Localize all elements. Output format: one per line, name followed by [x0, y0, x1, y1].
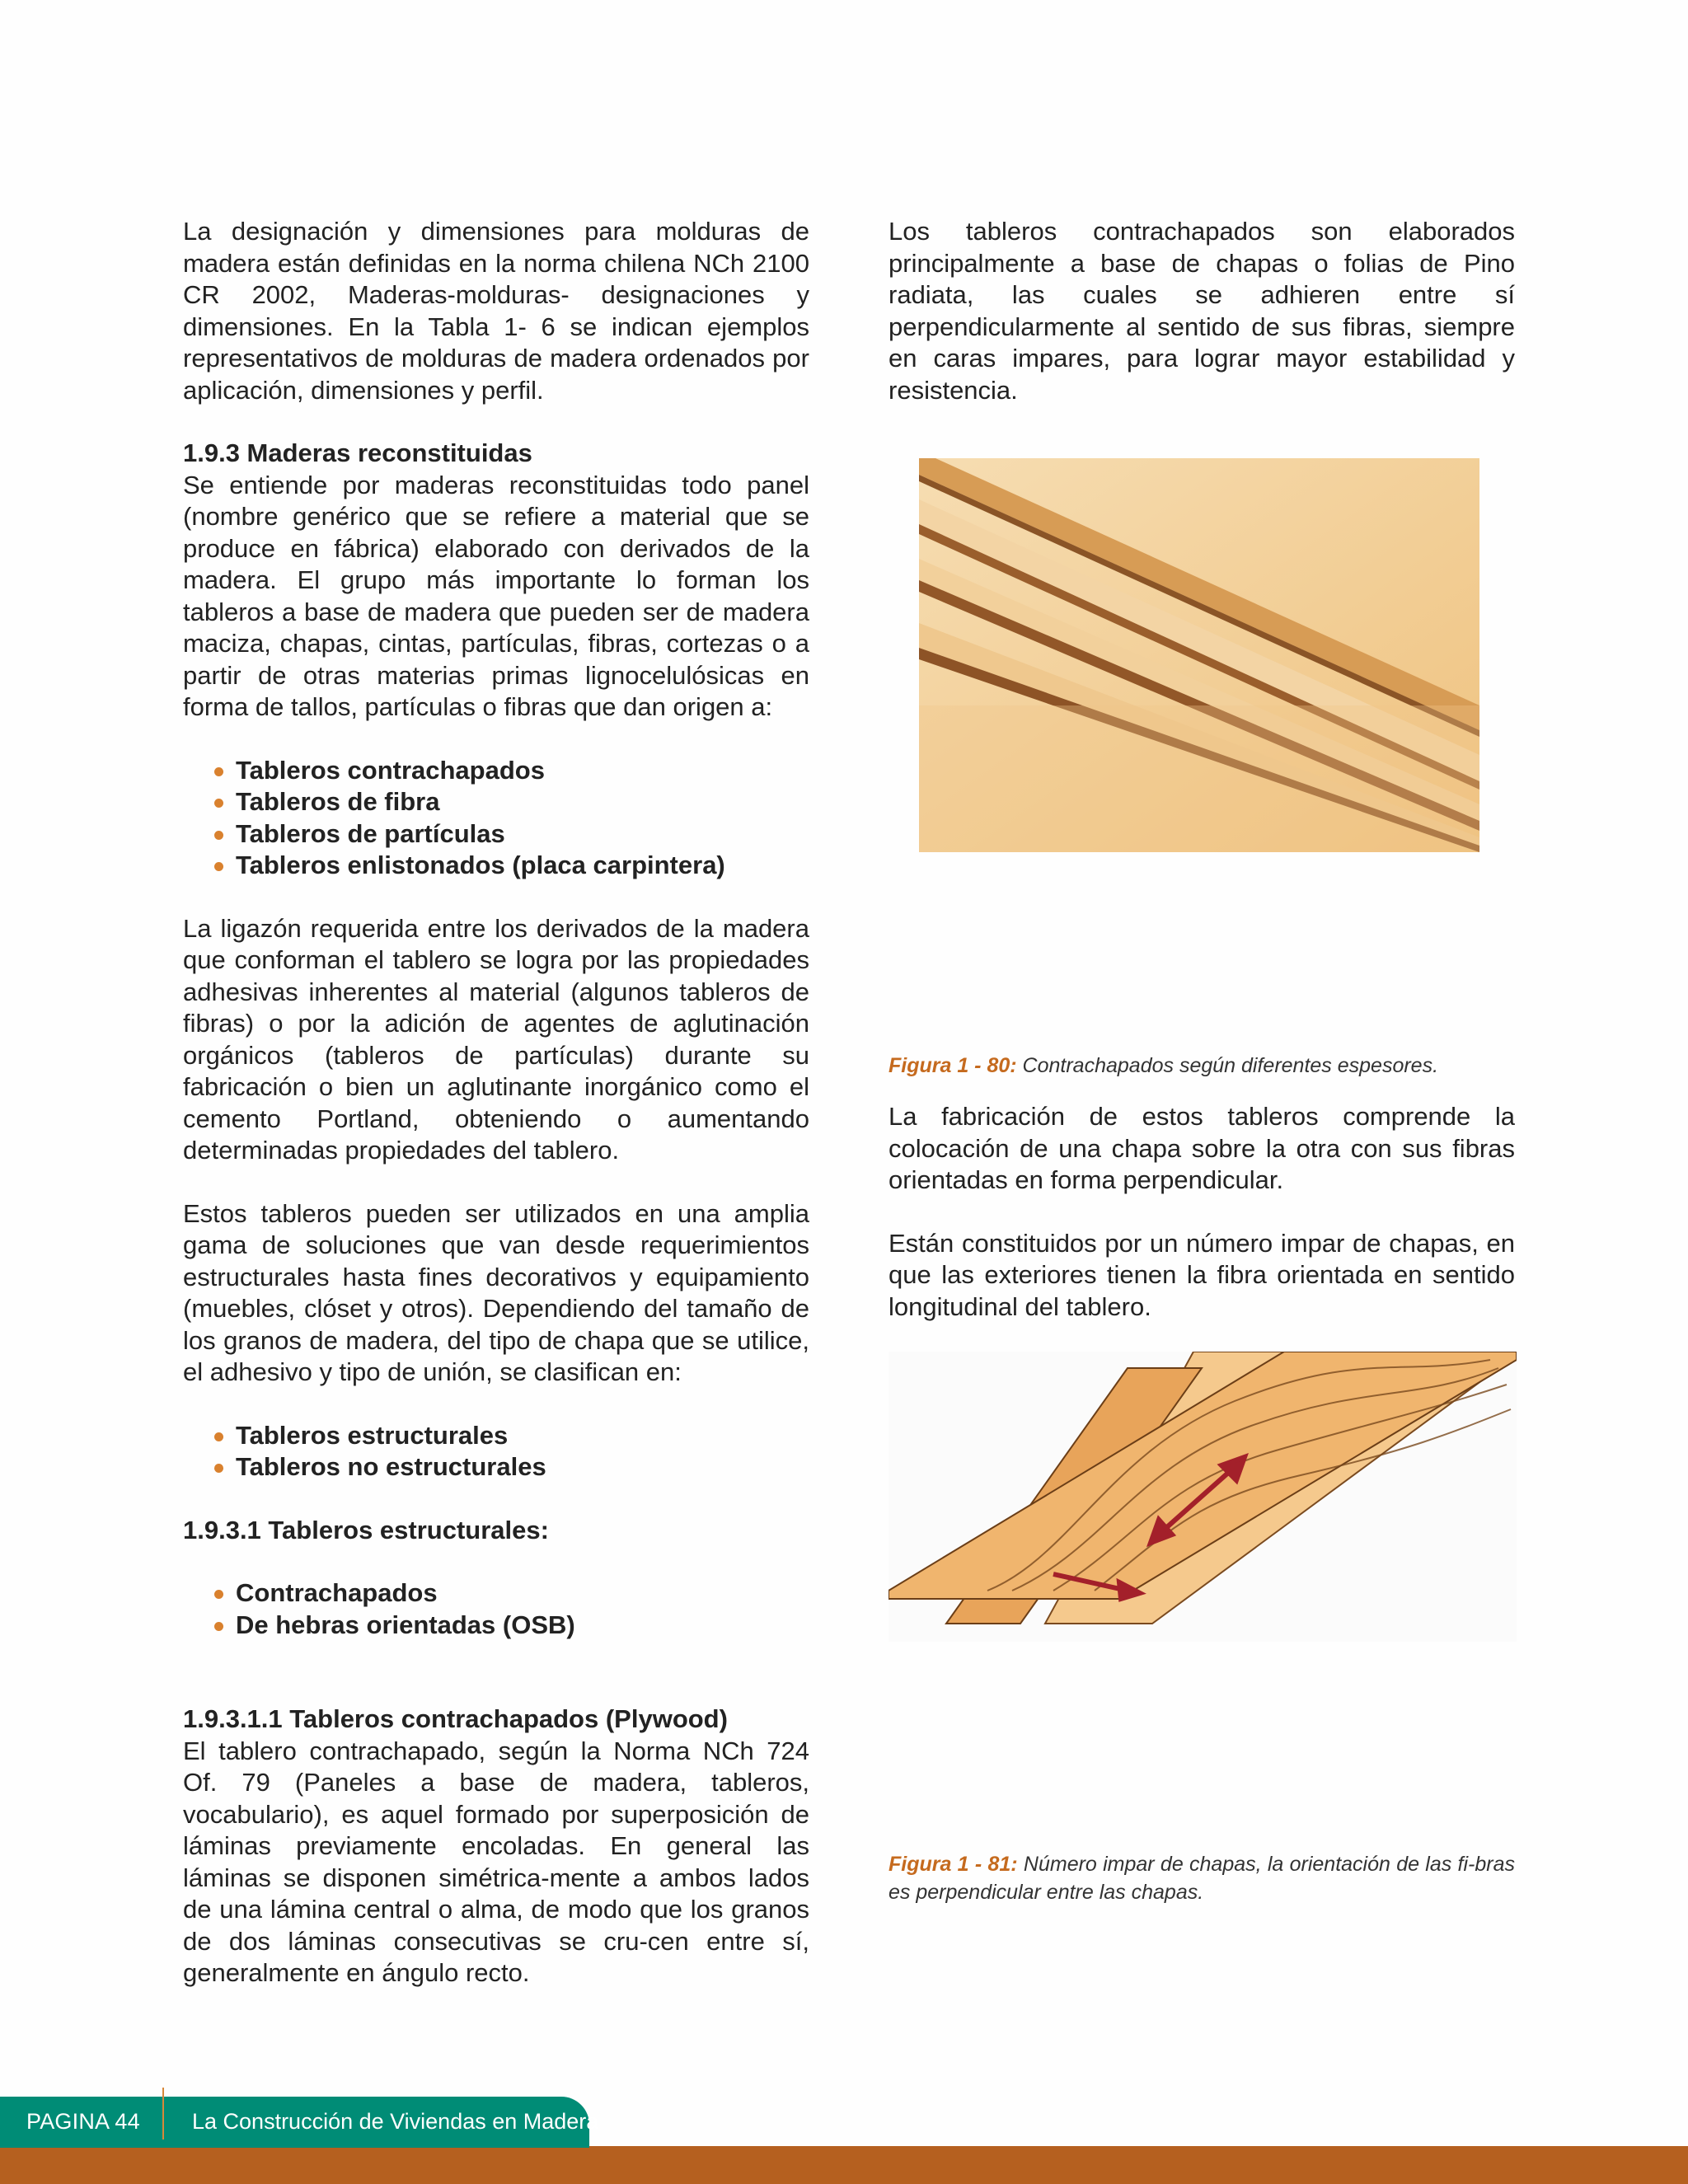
figure-80-text: Contrachapados según diferentes espesores. [1016, 1054, 1439, 1077]
list-item: De hebras orientadas (OSB) [236, 1610, 809, 1642]
plywood-stack-image [919, 458, 1479, 852]
heading-plywood: 1.9.3.1.1 Tableros contrachapados (Plywood) [183, 1704, 728, 1733]
figure-80-caption [889, 1052, 1515, 1080]
paragraph-ligazon: La ligazón requerida entre los derivados de la madera que conforman el tablero se logra por las propiedades adhesivas inherentes al material (algunos tableros de fibras) o por la adición de agentes de aglutinación orgánicos (tableros de partículas) durante su fabricación o bien un aglutinante inorgánico como el cemento Portland, obteniendo o aumentando determinadas propiedades del tablero. [183, 913, 809, 1165]
list-item: Tableros contrachapados [236, 755, 809, 787]
paragraph-fabricacion: La fabricación de estos tableros comprende la colocación de una chapa sobre la otra con sus fibras orientadas en forma perpendicular. [889, 1102, 1515, 1194]
page-number: PAGINA 44 [26, 2109, 140, 2134]
figure-81-label: Figura 1 - 81: [889, 1853, 1018, 1876]
list-item: Tableros estructurales [236, 1420, 809, 1452]
list-item: Tableros enlistonados (placa carpintera) [236, 850, 809, 882]
paragraph-usos: Estos tableros pueden ser utilizados en una amplia gama de soluciones que van desde requerimientos estructurales hasta fines decorativos y equipamiento (muebles, clóset y otros). Dependiendo del tamaño de los granos de madera, del tipo de chapa que se utilice, el adhesivo y tipo de unión, se clasifican en: [183, 1198, 809, 1386]
list-item: Tableros de partículas [236, 818, 809, 851]
figure-80-label: Figura 1 - 80: [889, 1054, 1017, 1077]
paragraph-contrachapados: Los tableros contrachapados son elaborados principalmente a base de chapas o folias de Pino radiata, las cuales se adhieren entre sí perpendicularmente al sentido de sus fibras, siempre en caras impares, para lograr mayor estabilidad y resistencia. [889, 217, 1515, 405]
grain-illustration [889, 1352, 1517, 1642]
list-item: Tableros de fibra [236, 786, 809, 818]
list-item: Tableros no estructurales [236, 1451, 809, 1483]
veneer-grain-diagram [889, 1352, 1517, 1642]
left-column [183, 216, 809, 1990]
footer-band [0, 2146, 1688, 2184]
heading-tableros-estructurales: 1.9.3.1 Tableros estructurales: [183, 1515, 549, 1544]
book-title: La Construcción de Viviendas en Madera [192, 2109, 599, 2134]
paragraph-molduras: La designación y dimensiones para molduras de madera están definidas en la norma chilena NCh 2100 CR 2002, Maderas-molduras- designaciones y dimensiones. En la Tabla 1- 6 se indican ejemplos representativos de molduras de madera ordenados por aplicación, dimensiones y perfil. [183, 217, 809, 405]
plywood-illustration [919, 458, 1479, 852]
footer-divider [162, 2088, 164, 2139]
paragraph-chapas-impares: Están constituidos por un número impar de chapas, en que las exteriores tienen la fibra orientada en sentido longitudinal del tablero. [889, 1228, 1515, 1321]
list-estructurales [183, 1577, 809, 1641]
heading-maderas-reconstituidas: 1.9.3 Maderas reconstituidas [183, 438, 532, 467]
paragraph-plywood: El tablero contrachapado, según la Norma NCh 724 Of. 79 (Paneles a base de madera, tableros, vocabulario), es aquel formado por superposición de láminas previamente encoladas. En general las láminas se disponen simétrica-mente a ambos lados de una lámina central o alma, de modo que los granos de dos láminas consecutivas se cru-cen entre sí, generalmente en ángulo recto. [183, 1736, 809, 1987]
figure-81-text: Número impar de chapas, la orientación de las fi-bras es perpendicular entre las chapas. [889, 1853, 1515, 1904]
figure-81-caption [889, 1850, 1515, 1906]
paragraph-reconstituidas: Se entiende por maderas reconstituidas todo panel (nombre genérico que se refiere a material que se produce en fábrica) elaborado con derivados de la madera. El grupo más importante lo forman los tableros a base de madera que pueden ser de madera maciza, chapas, cintas, partículas, fibras, cortezas o a partir de otras materias primas lignocelulósicas en forma de tallos, partículas o fibras que dan origen a: [183, 470, 809, 721]
list-clasificacion [183, 1420, 809, 1483]
list-item: Contrachapados [236, 1577, 809, 1610]
list-tableros-tipos [183, 755, 809, 882]
